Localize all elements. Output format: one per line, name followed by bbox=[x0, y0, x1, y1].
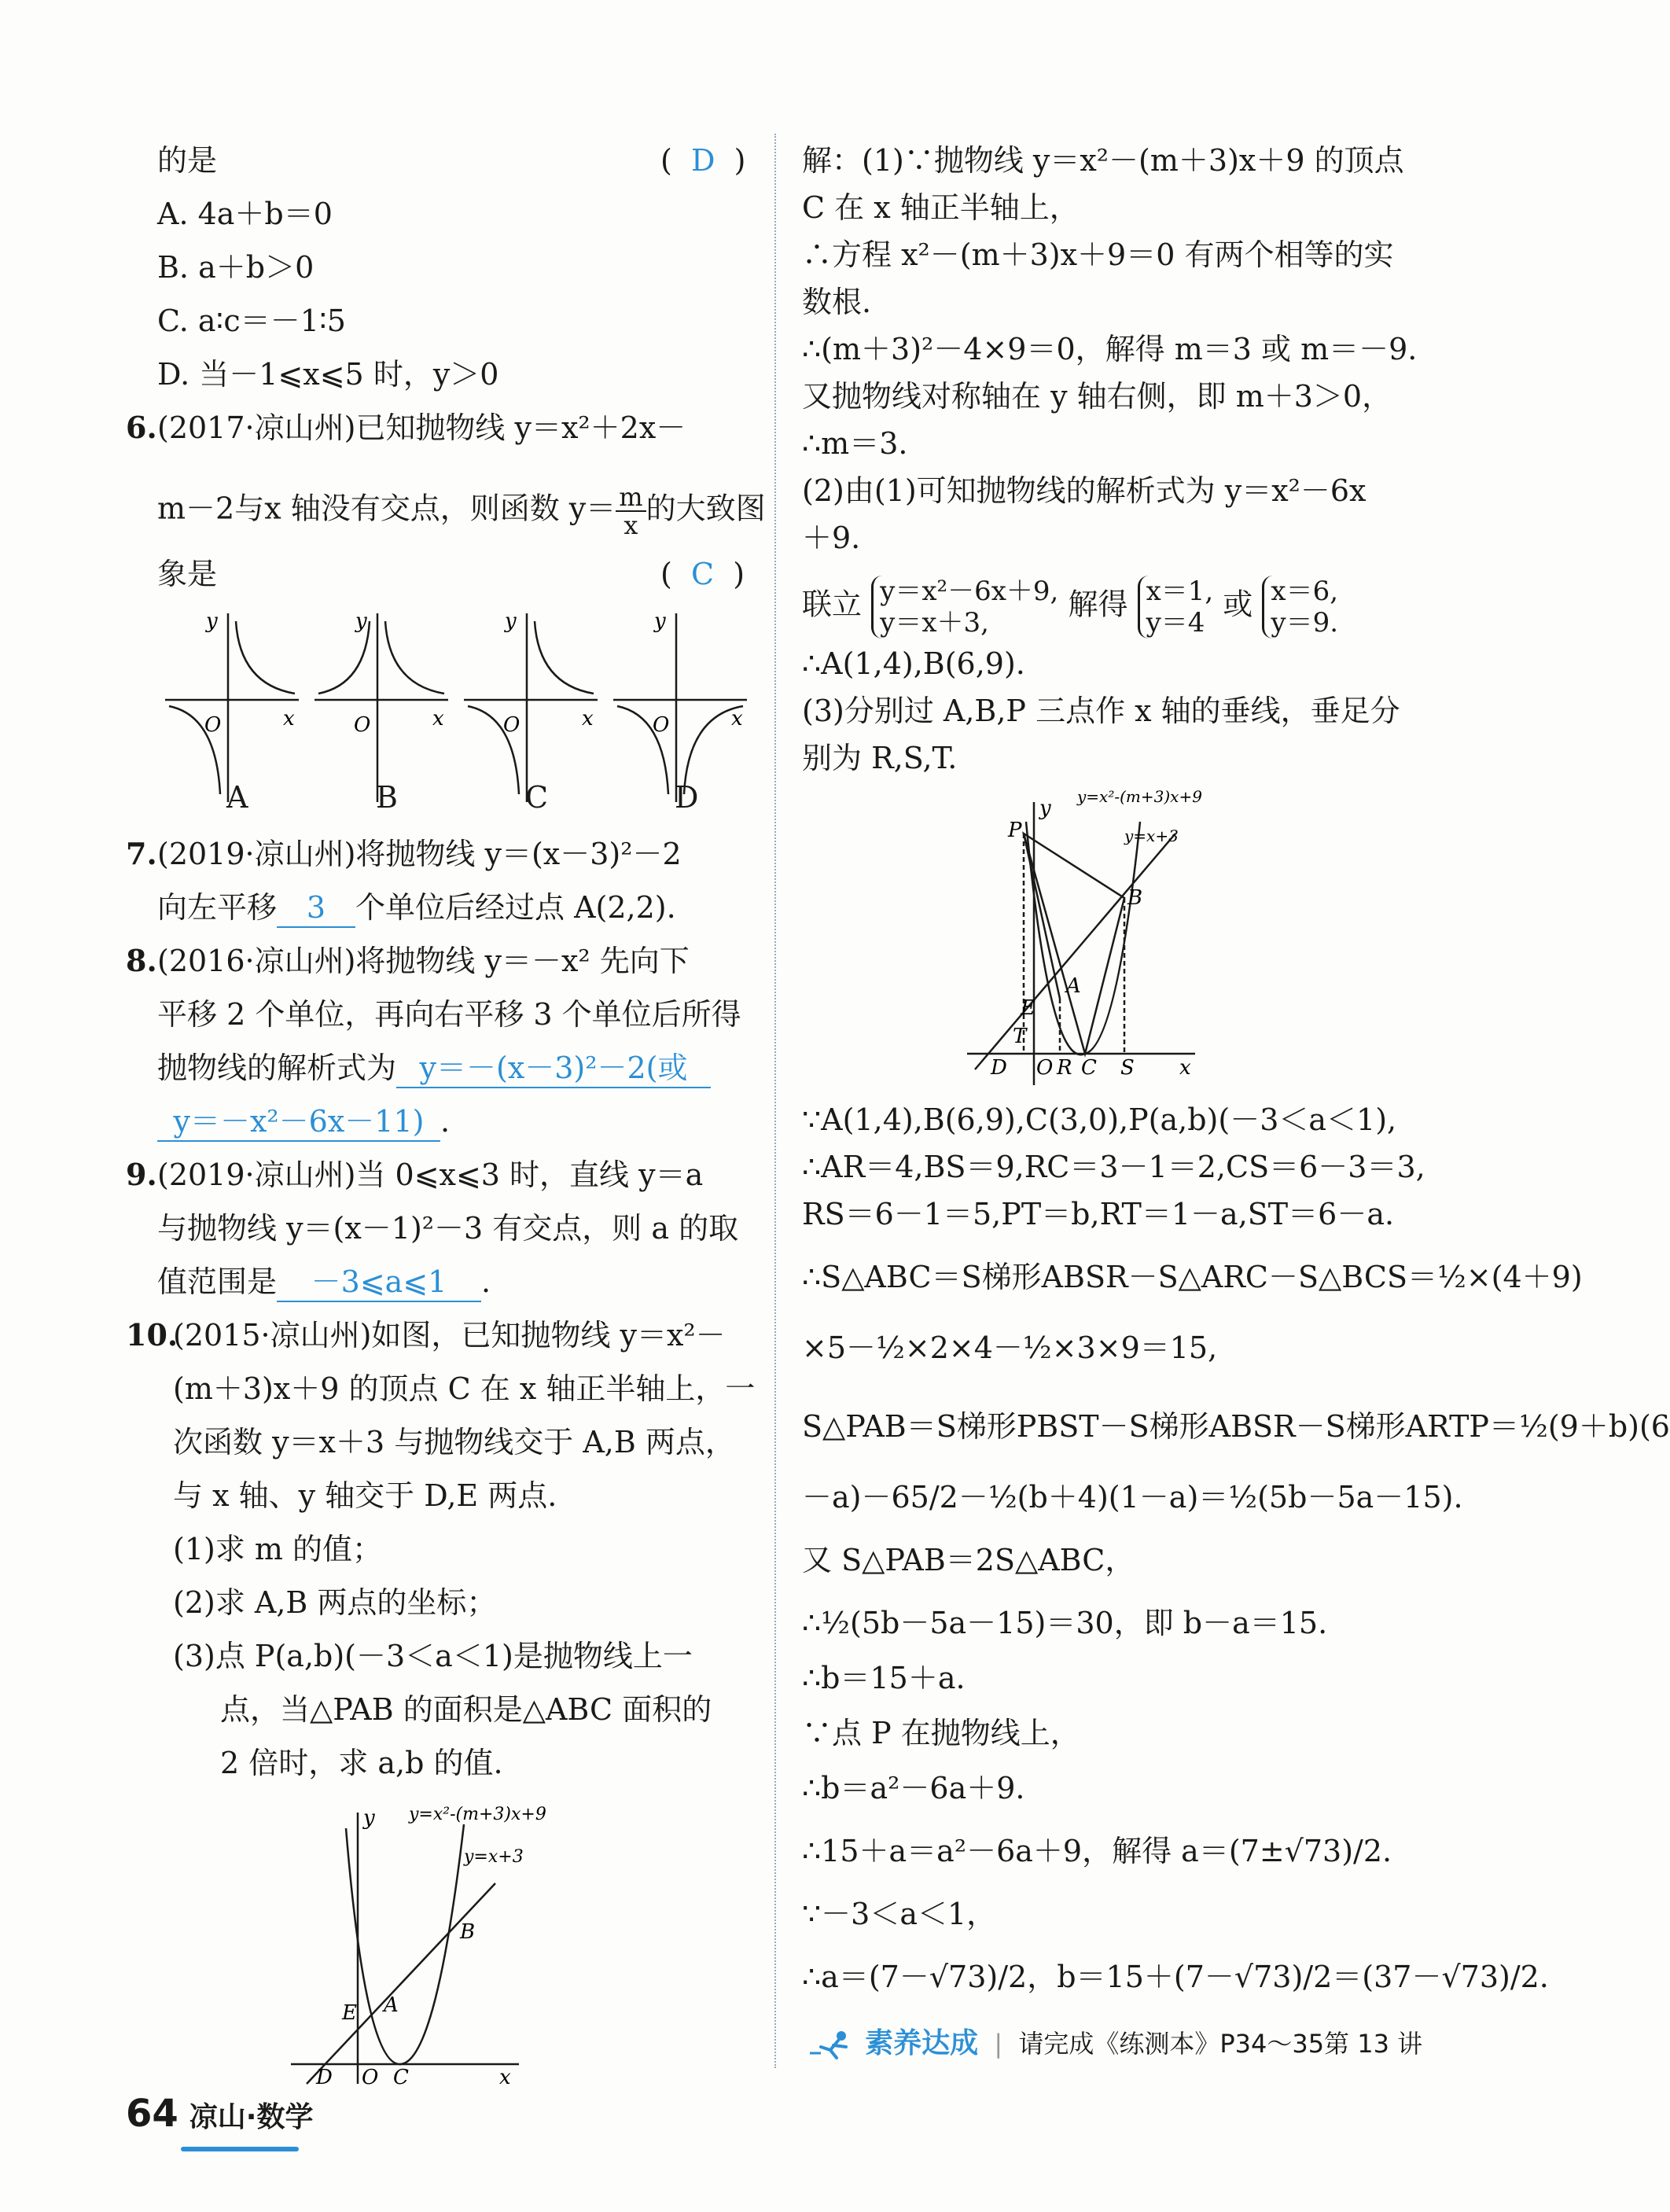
q8-line3 bbox=[157, 1049, 711, 1088]
q6-answer-value: C bbox=[690, 557, 715, 591]
q10-fig-point-o: O bbox=[362, 2066, 379, 2089]
practice-banner bbox=[810, 2021, 1423, 2068]
runner-icon bbox=[810, 2030, 857, 2061]
area-abc-2: ×5－½×2×4－½×3×9＝15, bbox=[802, 1331, 1218, 1365]
sol-fig-point-o: O bbox=[1036, 1056, 1054, 1080]
q10-figure bbox=[283, 1801, 550, 2092]
sol-fig-point-t: T bbox=[1013, 1025, 1027, 1048]
q9-line1: (2019·凉山州)当 0⩽x⩽3 时，直线 y＝a bbox=[157, 1158, 704, 1192]
q10-part3: (3)点 P(a,b)(－3＜a＜1)是抛物线上一 bbox=[173, 1639, 693, 1673]
sol-line: 又抛物线对称轴在 y 轴右侧，即 m＋3＞0， bbox=[802, 379, 1392, 414]
footer-subject: 凉山·数学 bbox=[189, 2101, 314, 2133]
system-mid: 解得 bbox=[1068, 587, 1128, 622]
q8-line3a: 抛物线的解析式为 bbox=[157, 1051, 397, 1085]
page-footer bbox=[126, 2092, 313, 2136]
svg-text:y: y bbox=[355, 609, 367, 633]
q6-line1: (2017·凉山州)已知抛物线 y＝x²＋2x－ bbox=[157, 410, 686, 445]
q9-blank: －3⩽a⩽1 bbox=[277, 1263, 481, 1302]
q10-part2: (2)求 A,B 两点的坐标； bbox=[173, 1585, 497, 1620]
q7-line2a: 向左平移 bbox=[157, 890, 278, 925]
q5-tail: 的是 bbox=[157, 143, 218, 178]
system2 bbox=[1138, 576, 1214, 639]
q10-line: 次函数 y＝x＋3 与抛物线交于 A,B 两点， bbox=[173, 1425, 735, 1459]
q7-line1: (2019·凉山州)将抛物线 y＝(x－3)²－2 bbox=[157, 837, 682, 871]
sol-fig-point-p: P bbox=[1008, 819, 1022, 842]
q6-number: 6. bbox=[126, 410, 157, 445]
solution-figure bbox=[959, 786, 1227, 1101]
area-pab-2: －a)－65/2－½(b＋4)(1－a)＝½(5b－5a－15). bbox=[802, 1480, 1463, 1515]
sol-line: ∵－3＜a＜1， bbox=[802, 1897, 997, 1931]
svg-text:O: O bbox=[354, 713, 371, 737]
q10-line: 与 x 轴、y 轴交于 D,E 两点. bbox=[173, 1478, 557, 1513]
q10-part3b: 点，当△PAB 的面积是△ABC 面积的 bbox=[220, 1692, 712, 1727]
q10-fig-point-c: C bbox=[393, 2066, 409, 2089]
sol-fig-point-r: R bbox=[1057, 1056, 1072, 1080]
sol-line: 解：(1)∵抛物线 y＝x²－(m＋3)x＋9 的顶点 bbox=[802, 143, 1404, 178]
sol-line: ∴m＝3. bbox=[802, 426, 908, 461]
q5-answer: ( D ) bbox=[660, 143, 746, 178]
sol-fig-y: y bbox=[1039, 797, 1051, 820]
q6-choice-a: A bbox=[226, 780, 248, 815]
q5-option-c: C. a∶c＝－1∶5 bbox=[157, 304, 346, 338]
sol-line: 数根. bbox=[802, 285, 872, 319]
svg-text:O: O bbox=[204, 713, 222, 737]
q6-choice-d: D bbox=[675, 780, 699, 815]
q6-frac-denominator: x bbox=[623, 510, 638, 540]
q6-line2b: 的大致图 bbox=[646, 491, 766, 526]
q6-line2 bbox=[157, 484, 766, 539]
sol-line: ∴b＝15＋a. bbox=[802, 1661, 966, 1695]
q9-line2: 与抛物线 y＝(x－1)²－3 有交点，则 a 的取 bbox=[157, 1211, 739, 1246]
sol-line: ∴(m＋3)²－4×9＝0，解得 m＝3 或 m＝－9. bbox=[802, 332, 1418, 366]
sol-line: ∵点 P 在抛物线上， bbox=[802, 1716, 1080, 1750]
system1 bbox=[871, 576, 1058, 639]
banner-text: 请完成《练测本》P34～35第 13 讲 bbox=[1018, 2029, 1423, 2059]
sol-line: 别为 R,S,T. bbox=[802, 741, 958, 775]
sol-line: 又 S△PAB＝2S△ABC， bbox=[802, 1543, 1135, 1577]
q8-blank1: y＝－(x－3)²－2(或 bbox=[396, 1049, 711, 1088]
svg-text:O: O bbox=[653, 713, 670, 737]
banner-tag: 素养达成 bbox=[865, 2027, 979, 2059]
sol-line: ∴方程 x²－(m＋3)x＋9＝0 有两个相等的实 bbox=[802, 237, 1394, 272]
q10-fig-point-a: A bbox=[384, 1993, 399, 2017]
q10-fig-line-label: y=x+3 bbox=[464, 1847, 524, 1867]
system-or: 或 bbox=[1223, 587, 1253, 622]
q9-line3 bbox=[157, 1263, 491, 1302]
sol-line: (3)分别过 A,B,P 三点作 x 轴的垂线，垂足分 bbox=[802, 694, 1400, 728]
q6-fraction bbox=[616, 484, 646, 539]
q10-fig-x: x bbox=[499, 2066, 511, 2089]
q5-option-a: A. 4a＋b＝0 bbox=[157, 197, 333, 231]
q10-line: (2015·凉山州)如图，已知抛物线 y＝x²－ bbox=[173, 1318, 726, 1353]
q5-option-b: B. a＋b＞0 bbox=[157, 250, 315, 285]
q6-choice-b: B bbox=[376, 780, 398, 815]
page-number: 64 bbox=[126, 2092, 178, 2136]
q5-option-d: D. 当－1⩽x⩽5 时，y＞0 bbox=[157, 357, 499, 392]
sol-fig-x: x bbox=[1179, 1056, 1191, 1080]
svg-text:x: x bbox=[731, 707, 743, 731]
q7-line2 bbox=[157, 889, 676, 928]
sol-line: ∴a＝(7－√73)/2，b＝15＋(7－√73)/2＝(37－√73)/2. bbox=[802, 1960, 1549, 1994]
sol-fig-point-d: D bbox=[991, 1056, 1007, 1080]
svg-text:y: y bbox=[206, 609, 218, 633]
q8-line4 bbox=[157, 1102, 450, 1142]
q8-line1: (2016·凉山州)将抛物线 y＝－x² 先向下 bbox=[157, 944, 690, 978]
q6-line3: 象是 bbox=[157, 557, 218, 591]
sol-line: ＋9. bbox=[802, 521, 861, 555]
sol-line: (2)由(1)可知抛物线的解析式为 y＝x²－6x bbox=[802, 473, 1367, 508]
q7-line2b: 个单位后经过点 A(2,2). bbox=[355, 890, 676, 925]
sol-fig-parabola-label: y=x²-(m+3)x+9 bbox=[1077, 787, 1202, 806]
q10-number: 10. bbox=[126, 1317, 178, 1353]
system2-eq2: y＝4 bbox=[1146, 607, 1205, 639]
q10-part1: (1)求 m 的值； bbox=[173, 1532, 383, 1566]
sol-line: RS＝6－1＝5,PT＝b,RT＝1－a,ST＝6－a. bbox=[802, 1197, 1395, 1231]
q8-number: 8. bbox=[126, 943, 157, 978]
sol-fig-point-b: B bbox=[1127, 886, 1143, 910]
q7-number: 7. bbox=[126, 836, 157, 871]
svg-text:x: x bbox=[582, 707, 594, 731]
footer-accent-bar bbox=[181, 2147, 299, 2151]
sol-line: ∴AR＝4,BS＝9,RC＝3－1＝2,CS＝6－3＝3, bbox=[802, 1150, 1425, 1184]
area-pab: S△PAB＝S梯形PBST－S梯形ABSR－S梯形ARTP＝½(9＋b)(6 bbox=[802, 1409, 1670, 1444]
q8-blank2: y＝－x²－6x－11) bbox=[157, 1102, 440, 1142]
q8-end: . bbox=[440, 1104, 451, 1139]
sol-fig-point-s: S bbox=[1120, 1056, 1135, 1080]
q10-fig-point-b: B bbox=[460, 1920, 476, 1944]
banner-separator: | bbox=[994, 2029, 1003, 2059]
q6-line2a: m－2与x 轴没有交点，则函数 y＝ bbox=[157, 491, 616, 526]
system3 bbox=[1262, 576, 1338, 639]
area-abc: ∴S△ABC＝S梯形ABSR－S△ARC－S△BCS＝½×(4＋9) bbox=[802, 1260, 1583, 1294]
q10-fig-point-e: E bbox=[342, 2001, 357, 2025]
column-divider bbox=[774, 134, 776, 2068]
system-equations bbox=[802, 576, 1338, 639]
system3-eq1: x＝6, bbox=[1271, 576, 1339, 607]
q7-blank: 3 bbox=[277, 889, 355, 928]
q10-line: (m＋3)x＋9 的顶点 C 在 x 轴正半轴上，一 bbox=[173, 1371, 756, 1406]
q10-fig-point-d: D bbox=[316, 2066, 333, 2089]
q5-answer-value: D bbox=[690, 143, 715, 178]
sol-fig-line-label: y=x+3 bbox=[1124, 826, 1179, 845]
system3-eq2: y＝9. bbox=[1271, 607, 1339, 639]
sol-line: ∵A(1,4),B(6,9),C(3,0),P(a,b)(－3＜a＜1), bbox=[802, 1102, 1397, 1137]
sol-line: ∴15＋a＝a²－6a＋9，解得 a＝(7±√73)/2. bbox=[802, 1834, 1392, 1868]
system1-eq2: y＝x＋3, bbox=[880, 607, 989, 639]
sol-line: ∴½(5b－5a－15)＝30，即 b－a＝15. bbox=[802, 1606, 1328, 1640]
q6-answer: ( C ) bbox=[660, 557, 745, 591]
sol-line: C 在 x 轴正半轴上， bbox=[802, 190, 1080, 225]
svg-text:x: x bbox=[432, 707, 444, 731]
system-prefix: 联立 bbox=[802, 587, 863, 622]
q10-part3c: 2 倍时，求 a,b 的值. bbox=[220, 1746, 503, 1780]
q9-end: . bbox=[481, 1264, 491, 1299]
q10-fig-parabola-label: y=x²-(m+3)x+9 bbox=[409, 1805, 546, 1824]
system2-eq1: x＝1, bbox=[1146, 576, 1214, 607]
sol-fig-point-a: A bbox=[1066, 974, 1081, 998]
svg-text:O: O bbox=[503, 713, 520, 737]
sol-fig-point-e: E bbox=[1021, 996, 1035, 1020]
q10-fig-y: y bbox=[363, 1806, 375, 1830]
sol-fig-point-c: C bbox=[1081, 1056, 1097, 1080]
svg-text:x: x bbox=[283, 707, 295, 731]
svg-text:y: y bbox=[654, 609, 666, 633]
q9-number: 9. bbox=[126, 1157, 157, 1192]
q8-line2: 平移 2 个单位，再向右平移 3 个单位后所得 bbox=[157, 997, 741, 1032]
q9-line3a: 值范围是 bbox=[157, 1264, 278, 1299]
sol-line: ∴A(1,4),B(6,9). bbox=[802, 646, 1025, 681]
svg-text:y: y bbox=[505, 609, 517, 633]
system1-eq1: y＝x²－6x＋9, bbox=[880, 576, 1059, 607]
sol-line: ∴b＝a²－6a＋9. bbox=[802, 1771, 1025, 1805]
q6-frac-numerator: m bbox=[616, 484, 646, 512]
q6-choice-c: C bbox=[525, 780, 549, 815]
